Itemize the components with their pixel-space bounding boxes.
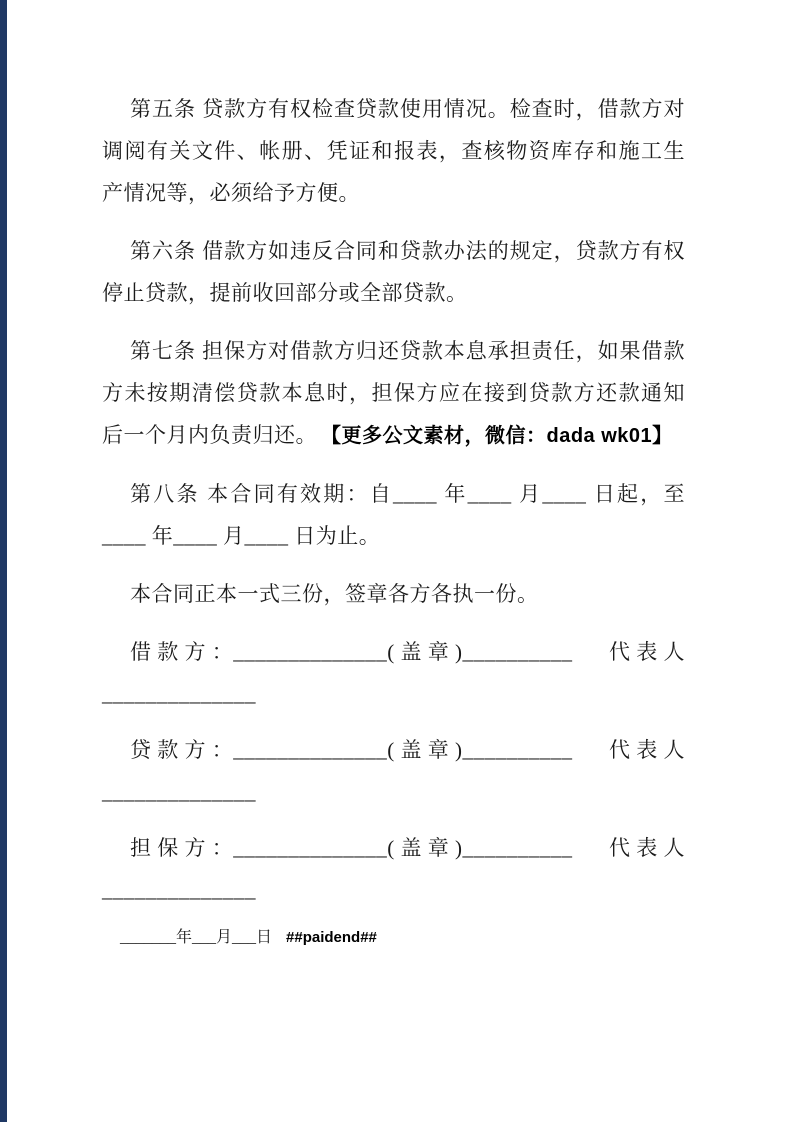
- copies-statement: [102, 573, 685, 615]
- clause-7-line-1: 第七条 担保方对借款方归还贷款本息承担责任，如果借款: [130, 339, 685, 363]
- clause-8-line-2: ____ 年____ 月____ 日为止。: [102, 524, 381, 548]
- signature-left-borrower: [130, 631, 573, 673]
- clause-5-line-2: 调阅有关文件、帐册、凭证和报表，查核物资库存和施工生: [102, 139, 685, 163]
- seal-label: ( 盖 章 ): [387, 836, 463, 860]
- signature-left-lender: [130, 729, 573, 771]
- signature-blank: __________: [462, 640, 573, 664]
- clause-7-line-2: 方未按期清偿贷款本息时，担保方应在接到贷款方还款通知: [102, 381, 685, 405]
- promo-text: 【更多公文素材，微信：dada wk01】: [331, 425, 673, 447]
- party-label: 贷 款 方 ：: [130, 738, 234, 762]
- signature-blank: ______________: [233, 738, 388, 762]
- signature-left-guarantor: [130, 827, 573, 869]
- signature-block-borrower: [102, 631, 685, 715]
- seal-label: ( 盖 章 ): [387, 640, 463, 664]
- party-label: 担 保 方 ：: [130, 836, 234, 860]
- contract-clause-6: [102, 230, 685, 314]
- page-edge-bar: [0, 0, 7, 1122]
- representative-blank: ______________: [102, 878, 256, 902]
- signature-line-guarantor: [102, 827, 685, 869]
- representative-blank: ______________: [102, 682, 256, 706]
- signature-block-guarantor: [102, 827, 685, 911]
- party-label: 借 款 方 ：: [130, 640, 234, 664]
- signature-blank: ______________: [233, 640, 388, 664]
- clause-6-line-2: 停止贷款，提前收回部分或全部贷款。: [102, 281, 468, 305]
- signature-blank: __________: [462, 836, 573, 860]
- clause-5-line-3: 产情况等，必须给予方便。: [102, 181, 360, 205]
- representative-label: 代 表 人: [609, 836, 685, 860]
- signature-line-borrower: [102, 631, 685, 673]
- signature-blank: ______________: [233, 836, 388, 860]
- date-blanks: _______年___月___日: [120, 929, 273, 946]
- signature-blank: __________: [462, 738, 573, 762]
- copies-statement-line: 本合同正本一式三份，签章各方各执一份。: [130, 582, 539, 606]
- signature-block-lender: [102, 729, 685, 813]
- contract-clause-7: [102, 330, 685, 457]
- signature-line-lender: [102, 729, 685, 771]
- watermark-text: ##paidend##: [286, 929, 377, 946]
- representative-label: 代 表 人: [609, 640, 685, 664]
- seal-label: ( 盖 章 ): [387, 738, 463, 762]
- clause-6-line-1: 第六条 借款方如违反合同和贷款办法的规定，贷款方有权: [130, 239, 685, 263]
- clause-5-line-1: 第五条 贷款方有权检查贷款使用情况。检查时，借款方对: [130, 97, 685, 121]
- clause-7-line-3-text: 后一个月内负责归还。: [102, 423, 317, 447]
- representative-label: 代 表 人: [609, 738, 685, 762]
- clause-8-line-1: 第八条 本合同有效期：自____ 年____ 月____ 日起，至: [130, 482, 685, 506]
- contract-clause-8: [102, 473, 685, 557]
- clause-7-line-3: [102, 414, 685, 457]
- date-line: [102, 925, 685, 951]
- contract-clause-5: [102, 88, 685, 214]
- representative-blank: ______________: [102, 780, 256, 804]
